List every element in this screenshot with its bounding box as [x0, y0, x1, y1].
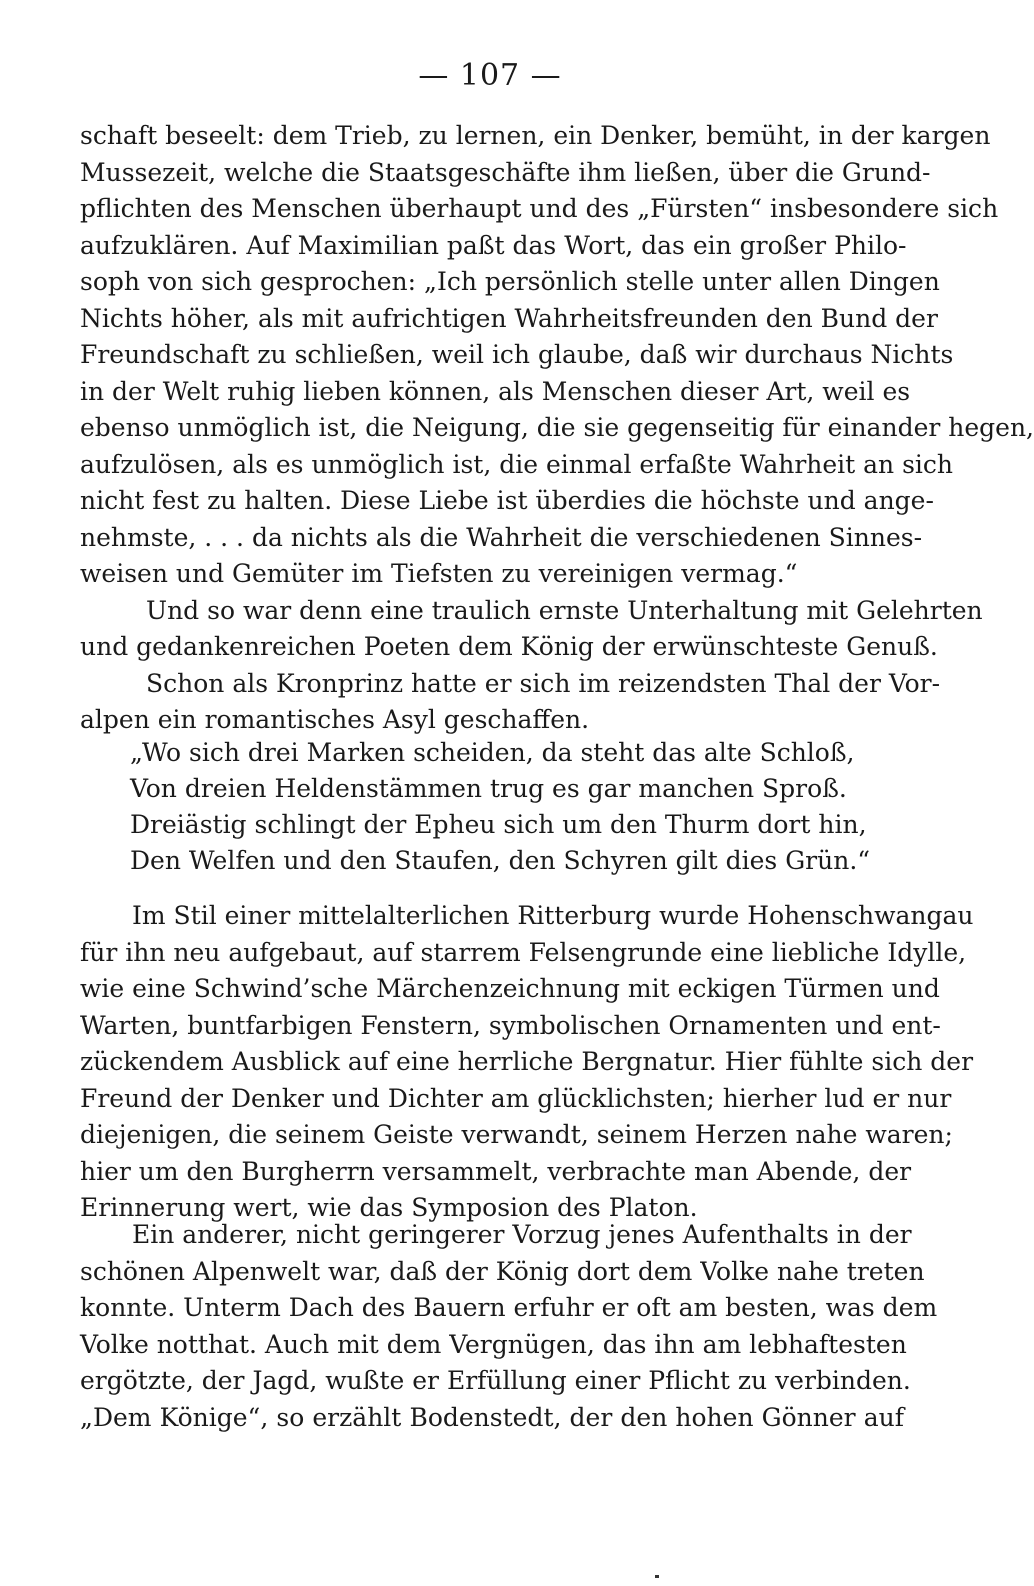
text-line: weisen und Gemüter im Tiefsten zu vereinigen vermag.“	[80, 559, 798, 588]
text-line: zückendem Ausblick auf eine herrliche Bergnatur. Hier fühlte sich der	[80, 1047, 974, 1076]
text-line: Warten, buntfarbigen Fenstern, symbolischen Ornamenten und ent-	[80, 1010, 941, 1040]
verse-line: Von dreien Heldenstämmen trug es gar manchen Sproß.	[130, 774, 847, 803]
text-line: Und so war denn eine traulich ernste Unterhaltung mit Gelehrten	[146, 595, 983, 625]
text-line: für ihn neu aufgebaut, auf starrem Felsengrunde eine liebliche Idylle,	[80, 937, 967, 967]
text-line: Volke notthat. Auch mit dem Vergnügen, das ihn am lebhaftesten	[80, 1329, 907, 1359]
text-line: aufzuklären. Auf Maximilian paßt das Wort, das ein großer Philo-	[80, 230, 907, 260]
text-line: pflichten des Menschen überhaupt und des „Fürsten“ insbesondere sich	[80, 194, 999, 223]
text-line: in der Welt ruhig lieben können, als Menschen dieser Art, weil es	[80, 376, 911, 406]
text-line: Freund der Denker und Dichter am glücklichsten; hierher lud er nur	[80, 1083, 952, 1113]
text-line: alpen ein romantisches Asyl geschaffen.	[80, 705, 590, 734]
text-line: nicht fest zu halten. Diese Liebe ist überdies die höchste und ange-	[80, 486, 934, 515]
text-line: schönen Alpenwelt war, daß der König dort dem Volke nahe treten	[80, 1256, 925, 1286]
verse-line: Dreiästig schlingt der Epheu sich um den Thurm dort hin,	[130, 810, 867, 839]
text-line: schaft beseelt: dem Trieb, zu lernen, ein Denker, bemüht, in der kargen	[80, 121, 991, 150]
text-line: ergötzte, der Jagd, wußte er Erfüllung einer Pflicht zu verbinden.	[80, 1366, 911, 1395]
text-line: und gedankenreichen Poeten dem König der erwünschteste Genuß.	[80, 632, 938, 661]
verse-line: „Wo sich drei Marken scheiden, da steht das alte Schloß,	[130, 738, 855, 767]
page-number: — 107 —	[418, 58, 562, 93]
text-line: konnte. Unterm Dach des Bauern erfuhr er oft am besten, was dem	[80, 1293, 938, 1322]
paragraph-5-block	[80, 1217, 938, 1436]
text-line: Nichts höher, als mit aufrichtigen Wahrheitsfreunden den Bund der	[80, 303, 938, 333]
text-line: diejenigen, die seinem Geiste verwandt, seinem Herzen nahe waren;	[80, 1120, 953, 1149]
paragraph-4-block	[80, 898, 974, 1227]
verse-quote	[130, 735, 870, 879]
print-speck	[655, 1575, 659, 1578]
text-line: Mussezeit, welche die Staatsgeschäfte ihm ließen, über die Grund-	[80, 157, 931, 187]
verse-line: Den Welfen und den Staufen, den Schyren gilt dies Grün.“	[130, 846, 871, 875]
text-line: „Dem Könige“, so erzählt Bodenstedt, der den hohen Gönner auf	[80, 1402, 904, 1432]
text-line: wie eine Schwind’sche Märchenzeichnung mit eckigen Türmen und	[80, 974, 940, 1003]
text-line: hier um den Burgherrn versammelt, verbrachte man Abende, der	[80, 1156, 912, 1186]
text-line: Schon als Kronprinz hatte er sich im reizendsten Thal der Vor-	[146, 668, 941, 698]
text-line: nehmste, . . . da nichts als die Wahrheit die verschiedenen Sinnes-	[80, 522, 923, 552]
paragraph-1-block	[80, 118, 1034, 739]
text-line: Erinnerung wert, wie das Symposion des Platon.	[80, 1193, 698, 1222]
text-line: Freundschaft zu schließen, weil ich glaube, daß wir durchaus Nichts	[80, 340, 954, 369]
text-line: Im Stil einer mittelalterlichen Ritterburg wurde Hohenschwangau	[132, 901, 974, 930]
text-line: Ein anderer, nicht geringerer Vorzug jenes Aufenthalts in der	[132, 1220, 912, 1249]
text-line: ebenso unmöglich ist, die Neigung, die sie gegenseitig für einander hegen,	[80, 413, 1034, 442]
text-line: aufzulösen, als es unmöglich ist, die einmal erfaßte Wahrheit an sich	[80, 449, 954, 479]
text-line: soph von sich gesprochen: „Ich persönlich stelle unter allen Dingen	[80, 267, 940, 296]
